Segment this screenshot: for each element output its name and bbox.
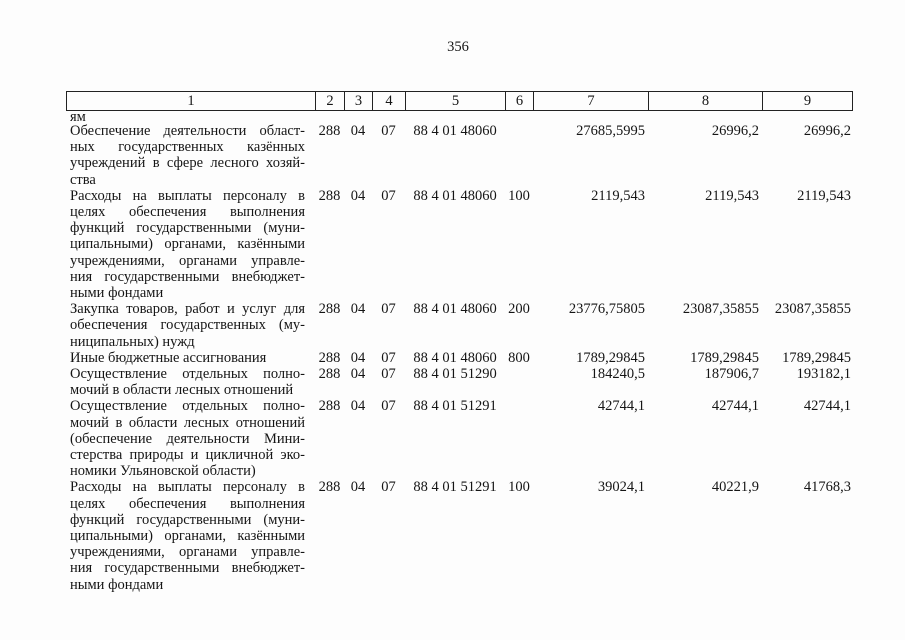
description-cell bbox=[67, 188, 315, 301]
table-row bbox=[67, 479, 852, 592]
target-article-cell: 88 4 01 48060 bbox=[413, 301, 497, 318]
expense-type-cell: 200 bbox=[508, 301, 530, 318]
description-line: мочий в области лесных отношений bbox=[70, 382, 294, 399]
target-article-cell: 88 4 01 48060 bbox=[413, 349, 497, 366]
amount-cell: 193182,1 bbox=[796, 366, 851, 383]
description-line: Закупка товаров, работ и услуг для bbox=[70, 301, 305, 318]
amount-cell: 2119,543 bbox=[591, 187, 645, 204]
section-code-cell: 04 bbox=[350, 366, 366, 383]
section-code-cell: 04 bbox=[350, 349, 366, 366]
table-row bbox=[67, 366, 852, 398]
description-line: ям bbox=[70, 109, 86, 125]
subsection-code-cell: 07 bbox=[381, 398, 396, 415]
amount-cell: 1789,29845 bbox=[576, 349, 645, 366]
subsection-code-cell: 07 bbox=[381, 349, 396, 366]
description-line: функций государственными (муни- bbox=[70, 220, 305, 237]
description-line: стерства природы и цикличной эко- bbox=[70, 447, 305, 464]
description-cell bbox=[67, 398, 315, 479]
amount-cell: 187906,7 bbox=[704, 366, 759, 383]
expense-type-cell: 800 bbox=[508, 349, 530, 366]
description-line: Осуществление отдельных полно- bbox=[70, 366, 305, 383]
amount-cell: 42744,1 bbox=[803, 398, 851, 415]
subsection-code-cell: 07 bbox=[381, 366, 396, 383]
expense-type-cell bbox=[505, 123, 533, 188]
description-line: обеспечения государственных (му- bbox=[70, 317, 305, 334]
amount-cell: 41768,3 bbox=[803, 479, 851, 496]
page-number: 356 bbox=[447, 39, 469, 55]
expense-type-cell bbox=[505, 366, 533, 398]
ministry-code-cell: 288 bbox=[318, 301, 341, 318]
expense-type-cell bbox=[505, 398, 533, 479]
amount-cell: 23087,35855 bbox=[774, 301, 851, 318]
target-article-cell: 88 4 01 48060 bbox=[413, 123, 497, 139]
description-line: ниципальных) нужд bbox=[70, 333, 195, 350]
ministry-code-cell: 288 bbox=[318, 398, 341, 415]
section-code-cell: 04 bbox=[350, 301, 366, 318]
amount-cell: 2119,543 bbox=[705, 187, 759, 204]
table-row bbox=[67, 123, 852, 188]
description-cell bbox=[67, 301, 315, 350]
description-line: учреждениями, органами управле- bbox=[70, 252, 305, 269]
header-cell-9: 9 bbox=[762, 92, 852, 110]
description-line: учреждений в сфере лесного хозяй- bbox=[70, 155, 305, 172]
subsection-code-cell: 07 bbox=[381, 123, 396, 139]
section-code-cell: 04 bbox=[350, 479, 366, 496]
ministry-code-cell: 288 bbox=[318, 187, 341, 204]
header-cell-3: 3 bbox=[344, 92, 372, 110]
subsection-code-cell: 07 bbox=[381, 187, 396, 204]
description-line: целях обеспечения выполнения bbox=[70, 204, 305, 221]
header-cell-7: 7 bbox=[533, 92, 648, 110]
amount-cell: 42744,1 bbox=[711, 398, 759, 415]
header-cell-8: 8 bbox=[648, 92, 762, 110]
ministry-code-cell: 288 bbox=[318, 349, 341, 366]
description-line: (обеспечение деятельности Мини- bbox=[70, 430, 305, 447]
ministry-code-cell: 288 bbox=[318, 123, 341, 139]
amount-cell: 39024,1 bbox=[597, 479, 645, 496]
description-line: учреждениями, органами управле- bbox=[70, 544, 305, 561]
description-line: ния государственными внебюджет- bbox=[70, 268, 305, 285]
header-cell-2: 2 bbox=[315, 92, 344, 110]
amount-cell: 26996,2 bbox=[711, 123, 759, 139]
description-line: Обеспечение деятельности област- bbox=[70, 123, 305, 139]
amount-cell: 184240,5 bbox=[590, 366, 645, 383]
target-article-cell: 88 4 01 51291 bbox=[413, 479, 497, 496]
header-cell-5: 5 bbox=[405, 92, 505, 110]
description-cell bbox=[67, 111, 315, 123]
amount-cell: 40221,9 bbox=[711, 479, 759, 496]
header-cell-1: 1 bbox=[187, 93, 195, 109]
description-line: ния государственными внебюджет- bbox=[70, 560, 305, 577]
amount-cell: 27685,5995 bbox=[576, 123, 645, 139]
section-code-cell: 04 bbox=[350, 398, 366, 415]
amount-cell: 42744,1 bbox=[597, 398, 645, 415]
description-line: ципальными) органами, казёнными bbox=[70, 528, 305, 545]
amount-cell: 23087,35855 bbox=[682, 301, 759, 318]
amount-cell: 1789,29845 bbox=[782, 349, 851, 366]
description-cell bbox=[67, 479, 315, 592]
description-line: Расходы на выплаты персоналу в bbox=[70, 479, 305, 496]
description-line: ства bbox=[70, 171, 96, 188]
description-line: Иные бюджетные ассигнования bbox=[70, 349, 267, 366]
header-cell-6: 6 bbox=[505, 92, 533, 110]
section-code-cell: 04 bbox=[350, 187, 366, 204]
description-line: мочий в области лесных отношений bbox=[70, 414, 305, 431]
amount-cell: 23776,75805 bbox=[568, 301, 645, 318]
description-line: целях обеспечения выполнения bbox=[70, 495, 305, 512]
description-line: ными фондами bbox=[70, 285, 164, 302]
table-row bbox=[67, 350, 852, 366]
section-code-cell: 04 bbox=[350, 123, 366, 139]
ministry-code-cell: 288 bbox=[318, 366, 341, 383]
description-line: ных государственных казённых bbox=[70, 139, 305, 156]
subsection-code-cell: 07 bbox=[381, 479, 396, 496]
target-article-cell: 88 4 01 48060 bbox=[413, 187, 497, 204]
description-cell bbox=[67, 123, 315, 188]
table-row bbox=[67, 398, 852, 479]
table-header-row bbox=[66, 91, 853, 111]
subsection-code-cell: 07 bbox=[381, 301, 396, 318]
description-line: ными фондами bbox=[70, 576, 164, 593]
description-line: номики Ульяновской области) bbox=[70, 463, 256, 480]
target-article-cell: 88 4 01 51291 bbox=[413, 398, 497, 415]
amount-cell: 26996,2 bbox=[803, 123, 851, 139]
description-line: Осуществление отдельных полно- bbox=[70, 398, 305, 415]
description-line: ципальными) органами, казёнными bbox=[70, 236, 305, 253]
expense-type-cell: 100 bbox=[508, 187, 530, 204]
expense-type-cell: 100 bbox=[508, 479, 530, 496]
amount-cell: 1789,29845 bbox=[690, 349, 759, 366]
table-row-continuation bbox=[67, 111, 852, 123]
table-row bbox=[67, 301, 852, 350]
table-body bbox=[67, 111, 852, 593]
description-cell bbox=[67, 350, 315, 366]
amount-cell: 2119,543 bbox=[797, 187, 851, 204]
ministry-code-cell: 288 bbox=[318, 479, 341, 496]
description-line: Расходы на выплаты персоналу в bbox=[70, 187, 305, 204]
description-line: функций государственными (муни- bbox=[70, 511, 305, 528]
target-article-cell: 88 4 01 51290 bbox=[413, 366, 497, 383]
table-row bbox=[67, 188, 852, 301]
header-cell-4: 4 bbox=[372, 92, 405, 110]
description-cell bbox=[67, 366, 315, 398]
